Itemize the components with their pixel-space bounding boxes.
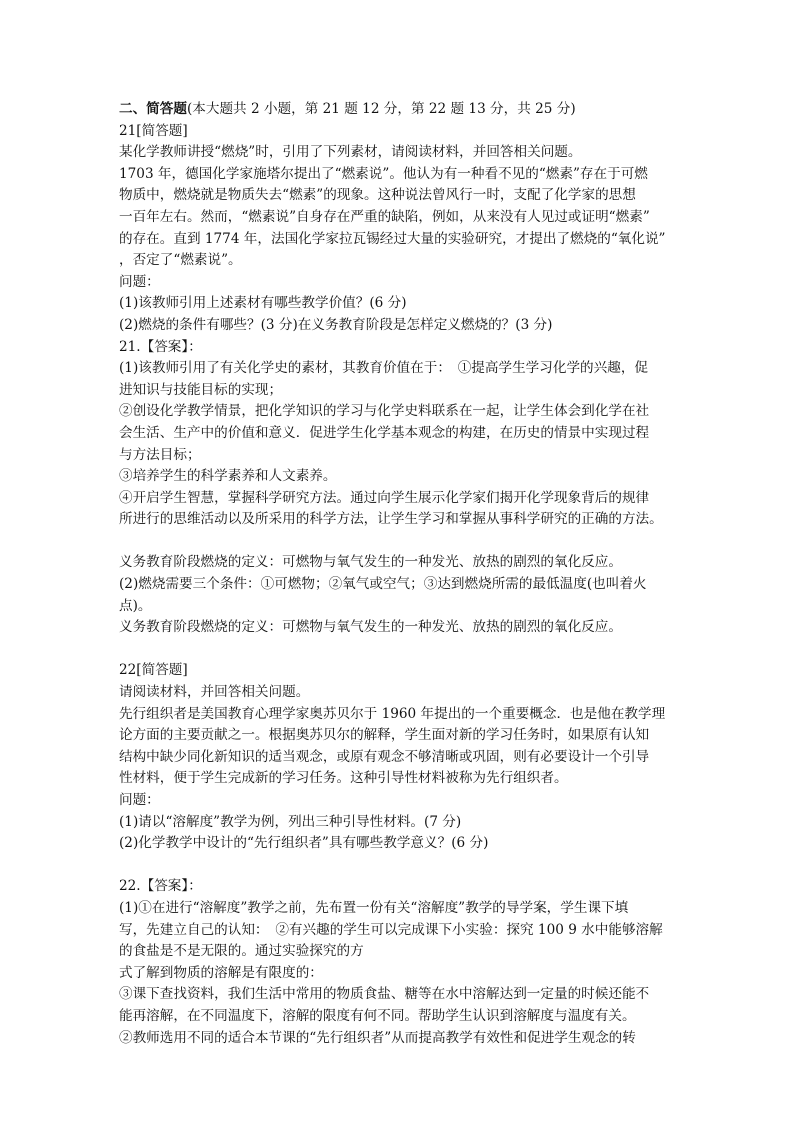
q21-label: 21[简答题] [119,122,188,139]
q22-answer-line: ②教师选用不同的适合本节课的“先行组织者”从而提高教学有效性和促进学生观念的转 [119,1029,636,1046]
q21-answer-line: ③培养学生的科学素养和人文素养。 [119,468,337,485]
q22-material-line: 请阅读材料，并回答相关问题。 [119,684,310,701]
q21-answer-line: (2)燃烧需要三个条件：①可燃物；②氧气或空气；③达到燃烧所需的最低温度(也叫着火 [119,576,647,593]
q22-material-line: 论方面的主要贡献之一。根据奥苏贝尔的解释，学生面对新的学习任务时，如果原有认知 [119,727,650,744]
q21-answer-line: 义务教育阶段燃烧的定义：可燃物与氧气发生的一种发光、放热的剧烈的氧化反应。 [119,619,622,636]
q21-answer-line: 点)。 [119,597,152,614]
q21-material-line: 一百年左右。然而，“燃素说”自身存在严重的缺陷，例如，从来没有人见过或证明“燃素” [119,208,650,225]
q21-material-line: 1703 年，德国化学家施塔尔提出了“燃素说”。他认为有一种看不见的“燃素”存在于可燃 [119,165,648,182]
q22-answer-line: 式了解到物质的溶解是有限度的： [119,964,323,981]
q21-answer-label: 21.【答案】： [119,338,202,355]
blank-line [119,531,679,553]
blank-line [119,639,679,661]
q22-label: 22[简答题] [119,662,188,679]
q21-material-line: ，否定了“燃素说”。 [119,252,242,269]
q22-answer-line: ③课下查找资料，我们生活中常用的物质食盐、糖等在水中溶解达到一定量的时候还能不 [119,986,650,1003]
q21-answer-line: 义务教育阶段燃烧的定义：可燃物与氧气发生的一种发光、放热的剧烈的氧化反应。 [119,554,622,571]
q22-answer-line: 的食盐是不是无限的。通过实验探究的方 [119,943,364,960]
section-heading: 二、简答题 [119,101,187,117]
q21-answer-line: 所进行的思维活动以及所采用的科学方法，让学生学习和掌握从事科学研究的正确的方法。 [119,511,663,528]
document-page [119,99,679,1049]
section-heading-line [119,99,679,121]
q21-answer-line: (1)该教师引用了有关化学史的素材，其教育价值在于： ①提高学生学习化学的兴趣，促 [119,360,649,377]
q21-question-label: 问题： [119,273,160,290]
q21-material-line: 的存在。直到 1774 年，法国化学家拉瓦锡经过大量的实验研究，才提出了燃烧的“氧化说” [119,230,666,247]
q21-question: (1)该教师引用上述素材有哪些教学价值？(6 分) [119,295,407,312]
q21-answer-line: 进知识与技能目标的实现； [119,381,283,398]
q22-question: (2)化学教学中设计的“先行组织者”具有哪些教学意义？(6 分) [119,835,489,852]
q22-question-label: 问题： [119,792,160,808]
section-note: (本大题共 2 小题，第 21 题 12 分，第 22 题 13 分，共 25 分) [186,101,576,117]
q22-material-line: 结构中缺少同化新知识的适当观念，或原有观念不够清晰或巩固，则有必要设计一个引导 [119,748,650,765]
q22-question: (1)请以“溶解度”教学为例，列出三种引导性材料。(7 分) [119,813,462,830]
q21-answer-line: 与方法目标； [119,446,201,463]
q21-material-line: 某化学教师讲授“燃烧”时，引用了下列素材，请阅读材料，并回答相关问题。 [119,144,582,161]
q21-material-line: 物质中，燃烧就是物质失去“燃素”的现象。这种说法曾风行一时，支配了化学家的思想 [119,187,636,204]
q21-answer-line: 会生活、生产中的价值和意义．促进学生化学基本观念的构建，在历史的情景中实现过程 [119,424,650,441]
q22-answer-line: (1)①在进行“溶解度”教学之前，先布置一份有关“溶解度”教学的导学案，学生课下填 [119,899,629,916]
q21-question: (2)燃烧的条件有哪些？(3 分)在义务教育阶段是怎样定义燃烧的？(3 分) [119,316,553,333]
q22-material-line: 性材料，便于学生完成新的学习任务。这种引导性材料被称为先行组织者。 [119,770,568,787]
q21-answer-line: ④开启学生智慧，掌握科学研究方法。通过向学生展示化学家们揭开化学现象背后的规律 [119,489,650,506]
q21-answer-line: ②创设化学教学情景，把化学知识的学习与化学史料联系在一起，让学生体会到化学在社 [119,403,650,420]
blank-line [119,855,679,877]
q22-answer-line: 写，先建立自己的认知： ②有兴趣的学生可以完成课下小实验：探究 100 9 水中能够溶解 [119,921,663,938]
q22-material-line: 先行组织者是美国教育心理学家奥苏贝尔于 1960 年提出的一个重要概念．也是他在教学理 [119,705,666,722]
q22-answer-line: 能再溶解，在不同温度下，溶解的限度有何不同。帮助学生认识到溶解度与温度有关。 [119,1007,636,1024]
q22-answer-label: 22.【答案】： [119,878,202,895]
